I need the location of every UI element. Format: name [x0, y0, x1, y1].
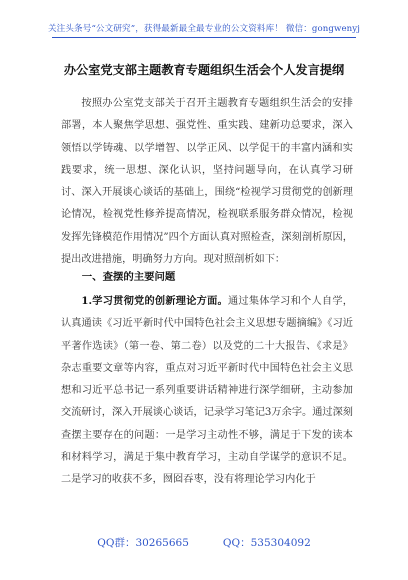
section-heading: 一、查摆的主要问题: [81, 271, 176, 283]
intro-paragraph-block: [61, 93, 353, 271]
footer-qq: QQ：535304092: [222, 537, 311, 549]
header-banner: 关注头条号“公文研究”，获得最新最全最专业的公文资料库！ 微信：gongwenyj: [47, 24, 361, 34]
footer-qq-group: QQ群：30265665: [97, 537, 189, 549]
intro-paragraph: 按照办公室党支部关于召开主题教育专题组织生活会的安排部署，本人聚焦学思想、强党性、重实践、建新功总要求，深入领悟以学铸魂、以学增智、以学正风、以学促干的丰富内涵和实践要求，统一思想、深化认识，坚持问题导向，在认真学习研讨、深入开展谈心谈话的基础上，围绕“检视学习贯彻党的创新理论情况，检视党性修养提高情况，检视联系服务群众情况，检视发挥先锋模范作用情况”四个方面认真对照检查，深刻剖析原因，提出改进措施，明确努力方向。现对照剖析如下：: [61, 98, 353, 266]
document-title: 办公室党支部主题教育专题组织生活会个人发言提纲: [63, 63, 345, 77]
section1-lead: 1.学习贯彻党的创新理论方面。: [81, 295, 228, 307]
section1-block: [61, 290, 353, 492]
header-divider: [52, 37, 356, 38]
footer-contact: [0, 535, 408, 550]
section1-paragraph: [61, 290, 353, 492]
section1-body: 通过集体学习和个人自学，认真通读《习近平新时代中国特色社会主义思想专题摘编》《习近平著作选读》（第一卷、第二卷）以及党的二十大报告、《求是》杂志重要文章等内容，重点对习近平新时代中国特色社会主义思想和习近平总书记一系列重要讲话精神进行深学细研，主动参加交流研讨，深入开展谈心谈话，记录学习笔记3万余字。通过深刻查摆主要存在的问题：一是学习主动性不够，满足于下发的读本和材料学习，满足于集中教育学习，主动自学谋学的意识不足。二是学习的收获不多，囫囵吞枣，没有将理论学习内化于: [61, 296, 353, 486]
